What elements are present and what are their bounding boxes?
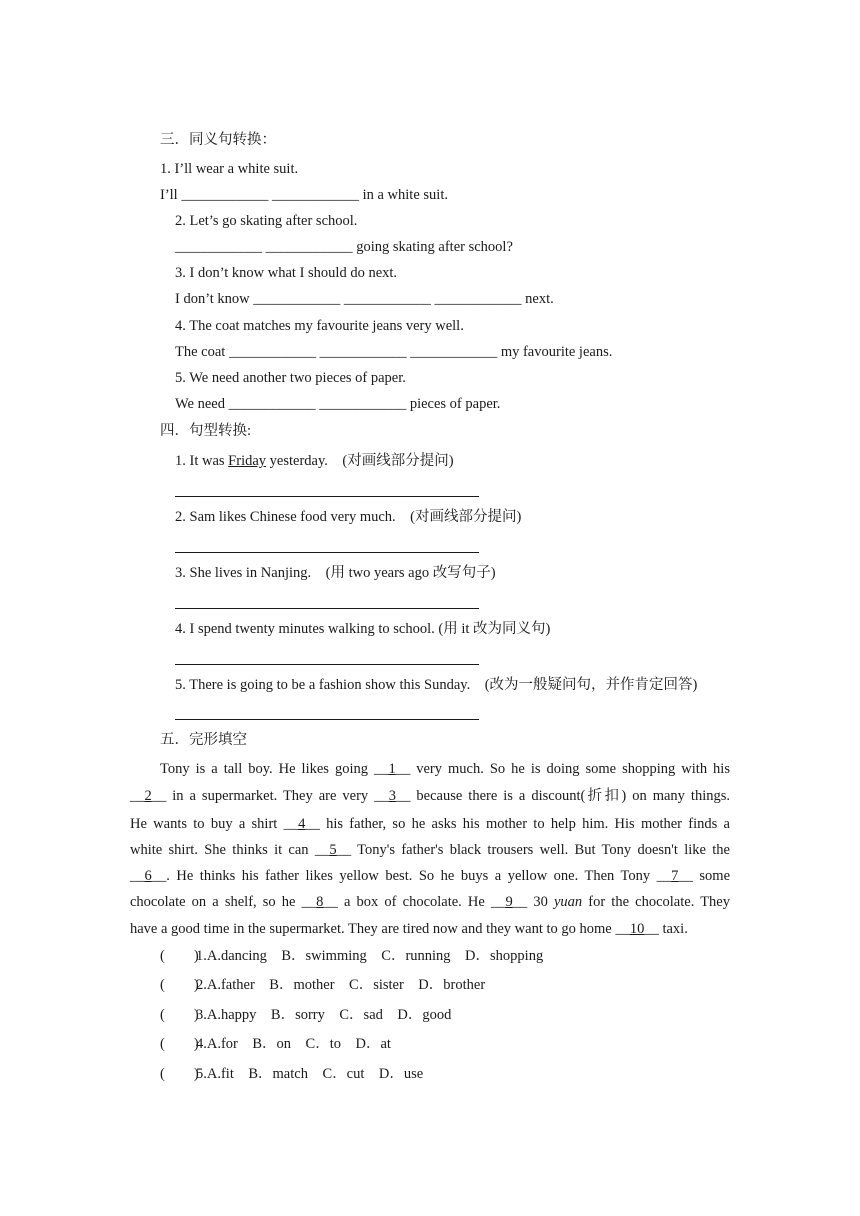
s4-q2: 2. Sam likes Chinese food very much. (对画线部分提问) — [175, 509, 522, 525]
option-row-3 — [160, 1006, 451, 1024]
option-text-4: 4.A.for B．on C．to D．at — [196, 1036, 391, 1052]
section3-heading: 三．同义句转换： — [160, 132, 276, 148]
s3-q4: 4. The coat matches my favourite jeans very well. — [175, 318, 464, 334]
answer-paren-1[interactable]: ( ) — [160, 948, 199, 964]
s4-answer-line-1[interactable] — [175, 496, 479, 497]
blank-4: 4 — [298, 816, 306, 832]
s3-q5: 5. We need another two pieces of paper. — [175, 370, 406, 386]
s3-q1: 1. I’ll wear a white suit. — [160, 161, 299, 177]
blank-10: 10 — [629, 921, 645, 937]
blank-6: 6 — [144, 868, 152, 884]
passage-line-5: __6__. He thinks his father likes yellow best. So he buys a yellow one. Then Tony __7__ some — [130, 868, 731, 884]
answer-paren-2[interactable]: ( ) — [160, 977, 199, 993]
s3-a1: I’ll ____________ ____________ in a white suit. — [160, 187, 448, 203]
passage-line-3: He wants to buy a shirt __4__ his father, so he asks his mother to help him. His mother finds a — [130, 816, 730, 832]
s4-q1-post: yesterday. (对画线部分提问) — [266, 453, 454, 469]
s4-answer-line-4[interactable] — [175, 664, 479, 665]
section5-heading: 五．完形填空 — [160, 732, 247, 748]
option-row-5 — [160, 1065, 423, 1083]
option-row-1 — [160, 947, 543, 965]
s4-q1-pre: 1. It was — [175, 453, 229, 469]
s3-a5: We need ____________ ____________ pieces of paper. — [175, 396, 501, 412]
blank-2: 2 — [144, 788, 152, 804]
s4-answer-line-3[interactable] — [175, 608, 479, 609]
blank-8: 8 — [316, 894, 324, 910]
blank-7: 7 — [671, 868, 679, 884]
s4-answer-line-2[interactable] — [175, 552, 479, 553]
s4-answer-line-5[interactable] — [175, 719, 479, 720]
blank-5: 5 — [329, 842, 337, 858]
passage-line-1: Tony is a tall boy. He likes going __1__ very much. So he is doing some shopping with his — [160, 761, 730, 777]
section4-heading: 四．句型转换: — [160, 423, 252, 439]
blank-1: 1 — [388, 761, 396, 777]
option-text-3: 3.A.happy B．sorry C．sad D．good — [196, 1007, 452, 1023]
option-text-5: 5.A.fit B．match C．cut D．use — [196, 1066, 424, 1082]
s4-q3: 3. She lives in Nanjing. (用 two years ago 改写句子) — [175, 565, 496, 581]
passage-line-7: have a good time in the supermarket. They are tired now and they want to go home __10__ taxi. — [130, 921, 688, 937]
s3-q2: 2. Let’s go skating after school. — [175, 213, 358, 229]
s4-q4: 4. I spend twenty minutes walking to school. (用 it 改为同义句) — [175, 621, 551, 637]
answer-paren-5[interactable]: ( ) — [160, 1066, 199, 1082]
passage-line-2: __2__ in a supermarket. They are very __3__ because there is a discount(折扣) on many things. — [130, 788, 731, 804]
blank-9: 9 — [505, 894, 513, 910]
passage-line-4: white shirt. She thinks it can __5__ Tony's father's black trousers well. But Tony doesn't like the — [130, 842, 730, 858]
answer-paren-4[interactable]: ( ) — [160, 1036, 199, 1052]
option-row-4 — [160, 1035, 391, 1053]
blank-3: 3 — [388, 788, 396, 804]
s4-q5: 5. There is going to be a fashion show this Sunday. (改为一般疑问句，并作肯定回答) — [175, 677, 698, 693]
passage-line-6: chocolate on a shelf, so he __8__ a box of chocolate. He __9__ 30 yuan for the chocolate. They — [130, 894, 730, 910]
s4-q1 — [175, 452, 454, 470]
s4-q1-underlined: Friday — [228, 453, 267, 469]
option-text-2: 2.A.father B．mother C．sister D．brother — [196, 977, 486, 993]
s3-a2: ____________ ____________ going skating after school? — [175, 239, 513, 255]
answer-paren-3[interactable]: ( ) — [160, 1007, 199, 1023]
s3-a3: I don’t know ____________ ____________ ____________ next. — [175, 291, 554, 307]
s3-q3: 3. I don’t know what I should do next. — [175, 265, 398, 281]
option-text-1: 1.A.dancing B．swimming C．running D．shopping — [196, 948, 544, 964]
s3-a4: The coat ____________ ____________ ____________ my favourite jeans. — [175, 344, 613, 360]
option-row-2 — [160, 976, 485, 994]
